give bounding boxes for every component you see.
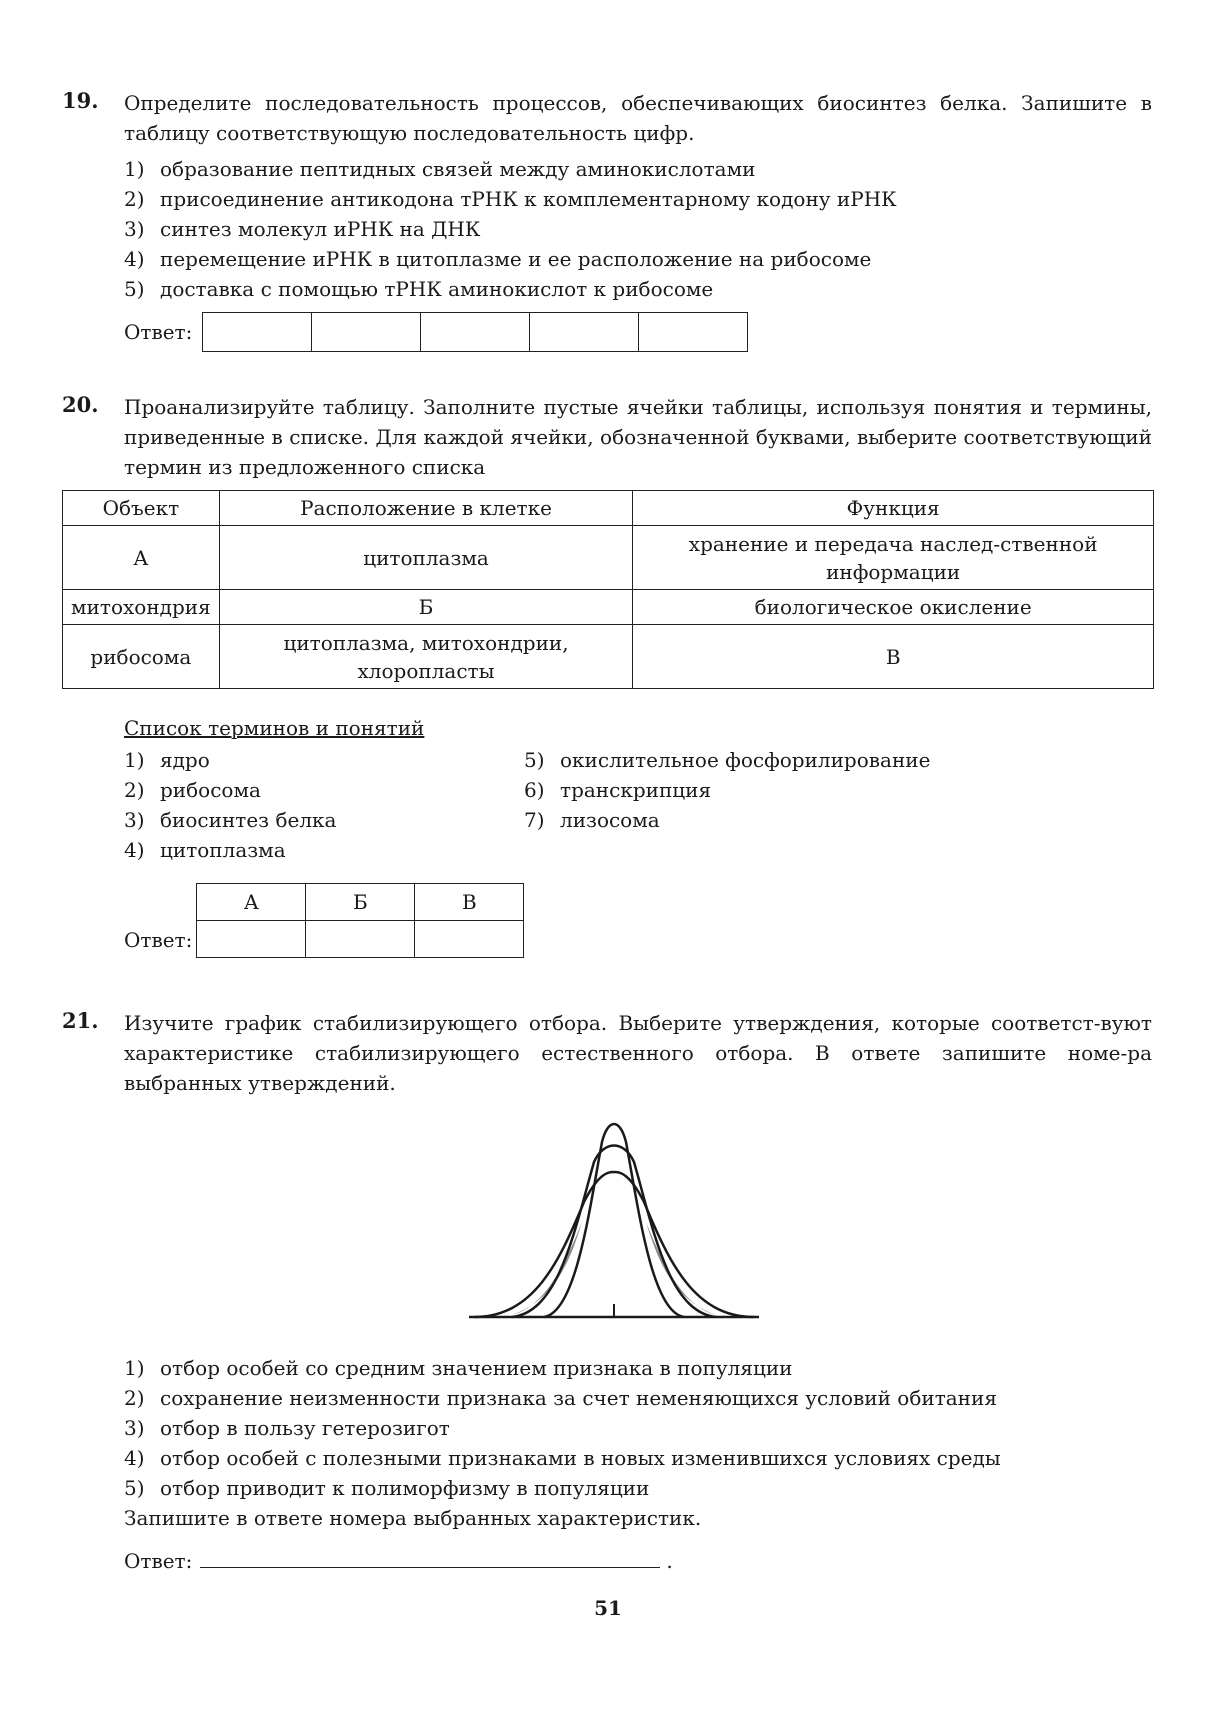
- graph-curve-wide: [474, 1172, 754, 1317]
- table-header: Объект: [63, 491, 220, 526]
- option-item: 1) образование пептидных связей между аминокислотами: [124, 157, 756, 181]
- question-text: Определите последовательность процессов, обеспечивающих биосинтез белка. Запишите в таблицу соответствующую последовательность цифр.: [124, 91, 1152, 145]
- term-item: 6) транскрипция: [524, 778, 712, 802]
- answer-box[interactable]: [639, 313, 747, 351]
- answer-row: [124, 1545, 1152, 1576]
- table-cell: биологическое окисление: [633, 590, 1154, 625]
- page-number: 51: [594, 1596, 622, 1620]
- answer-table: [196, 883, 524, 958]
- term-item: 7) лизосома: [524, 808, 660, 832]
- option-item: 4) отбор особей с полезными признаками в новых изменившихся условиях среды: [124, 1446, 1001, 1470]
- option-item: 2) присоединение антикодона тРНК к комплементарному кодону иРНК: [124, 187, 897, 211]
- answer-label: Ответ:: [124, 320, 193, 344]
- answer-box[interactable]: [312, 313, 421, 351]
- question-text: Изучите график стабилизирующего отбора. Выберите утверждения, которые соответст-вуют характеристике стабилизирующего естественного отбора. В ответе запишите номе-ра выбранных утверждений.: [124, 1011, 1152, 1095]
- answer-label: Ответ:: [124, 1549, 193, 1573]
- term-item: 1) ядро: [124, 748, 210, 772]
- table-row: [63, 625, 1154, 689]
- terms-list: [124, 745, 1152, 865]
- answer-row: [124, 312, 1152, 352]
- table-header: Функция: [633, 491, 1154, 526]
- option-item: 3) отбор в пользу гетерозигот: [124, 1416, 450, 1440]
- info-table: [62, 490, 1154, 689]
- option-item: 5) доставка с помощью тРНК аминокислот к рибосоме: [124, 277, 714, 301]
- answer-header: В: [415, 884, 524, 921]
- answer-box[interactable]: [197, 921, 306, 958]
- table-row: [63, 590, 1154, 625]
- question-text: Проанализируйте таблицу. Заполните пустые ячейки таблицы, используя понятия и термины, приведенные в списке. Для каждой ячейки, обозначенной буквами, выберите соответствующий термин из предложенного списка: [124, 395, 1152, 479]
- answer-row: [124, 883, 1152, 958]
- table-cell: В: [633, 625, 1154, 689]
- table-cell: цитоплазма, митохондрии, хлоропласты: [219, 625, 633, 689]
- answer-header: Б: [306, 884, 415, 921]
- answer-boxes: [202, 312, 748, 352]
- table-row: [63, 526, 1154, 590]
- question-number: 21.: [62, 1008, 99, 1033]
- option-item: 4) перемещение иРНК в цитоплазме и ее расположение на рибосоме: [124, 247, 872, 271]
- table-cell: рибосома: [63, 625, 220, 689]
- answer-box[interactable]: [415, 921, 524, 958]
- table-header: Расположение в клетке: [219, 491, 633, 526]
- table-cell: Б: [219, 590, 633, 625]
- option-item: 2) сохранение неизменности признака за счет неменяющихся условий обитания: [124, 1386, 997, 1410]
- question-21: [62, 1008, 1152, 1576]
- options-list: [124, 154, 1152, 304]
- graph-curve-narrow: [544, 1124, 684, 1317]
- answer-label: Ответ:: [124, 928, 193, 952]
- stabilizing-selection-graph: [464, 1112, 764, 1332]
- question-number: 19.: [62, 88, 99, 113]
- answer-box[interactable]: [306, 921, 415, 958]
- question-number: 20.: [62, 392, 99, 417]
- answer-box[interactable]: [530, 313, 639, 351]
- answer-end-mark: .: [666, 1549, 673, 1573]
- term-item: 3) биосинтез белка: [124, 808, 337, 832]
- footer-instruction: Запишите в ответе номера выбранных характеристик.: [124, 1506, 702, 1530]
- answer-box[interactable]: [421, 313, 530, 351]
- answer-input-line[interactable]: [200, 1545, 660, 1568]
- term-item: 5) окислительное фосфорилирование: [524, 748, 931, 772]
- answer-header: А: [197, 884, 306, 921]
- question-19: [62, 88, 1152, 352]
- term-item: 4) цитоплазма: [124, 838, 286, 862]
- term-item: 2) рибосома: [124, 778, 261, 802]
- option-item: 5) отбор приводит к полиморфизму в популяции: [124, 1476, 650, 1500]
- option-item: 1) отбор особей со средним значением признака в популяции: [124, 1356, 793, 1380]
- terms-list-title: Список терминов и понятий: [124, 716, 425, 740]
- table-cell: хранение и передача наслед-ственной информации: [633, 526, 1154, 590]
- answer-box[interactable]: [203, 313, 312, 351]
- table-cell: А: [63, 526, 220, 590]
- table-cell: цитоплазма: [219, 526, 633, 590]
- question-20: [62, 392, 1152, 958]
- options-list: [124, 1353, 1152, 1503]
- table-cell: митохондрия: [63, 590, 220, 625]
- option-item: 3) синтез молекул иРНК на ДНК: [124, 217, 481, 241]
